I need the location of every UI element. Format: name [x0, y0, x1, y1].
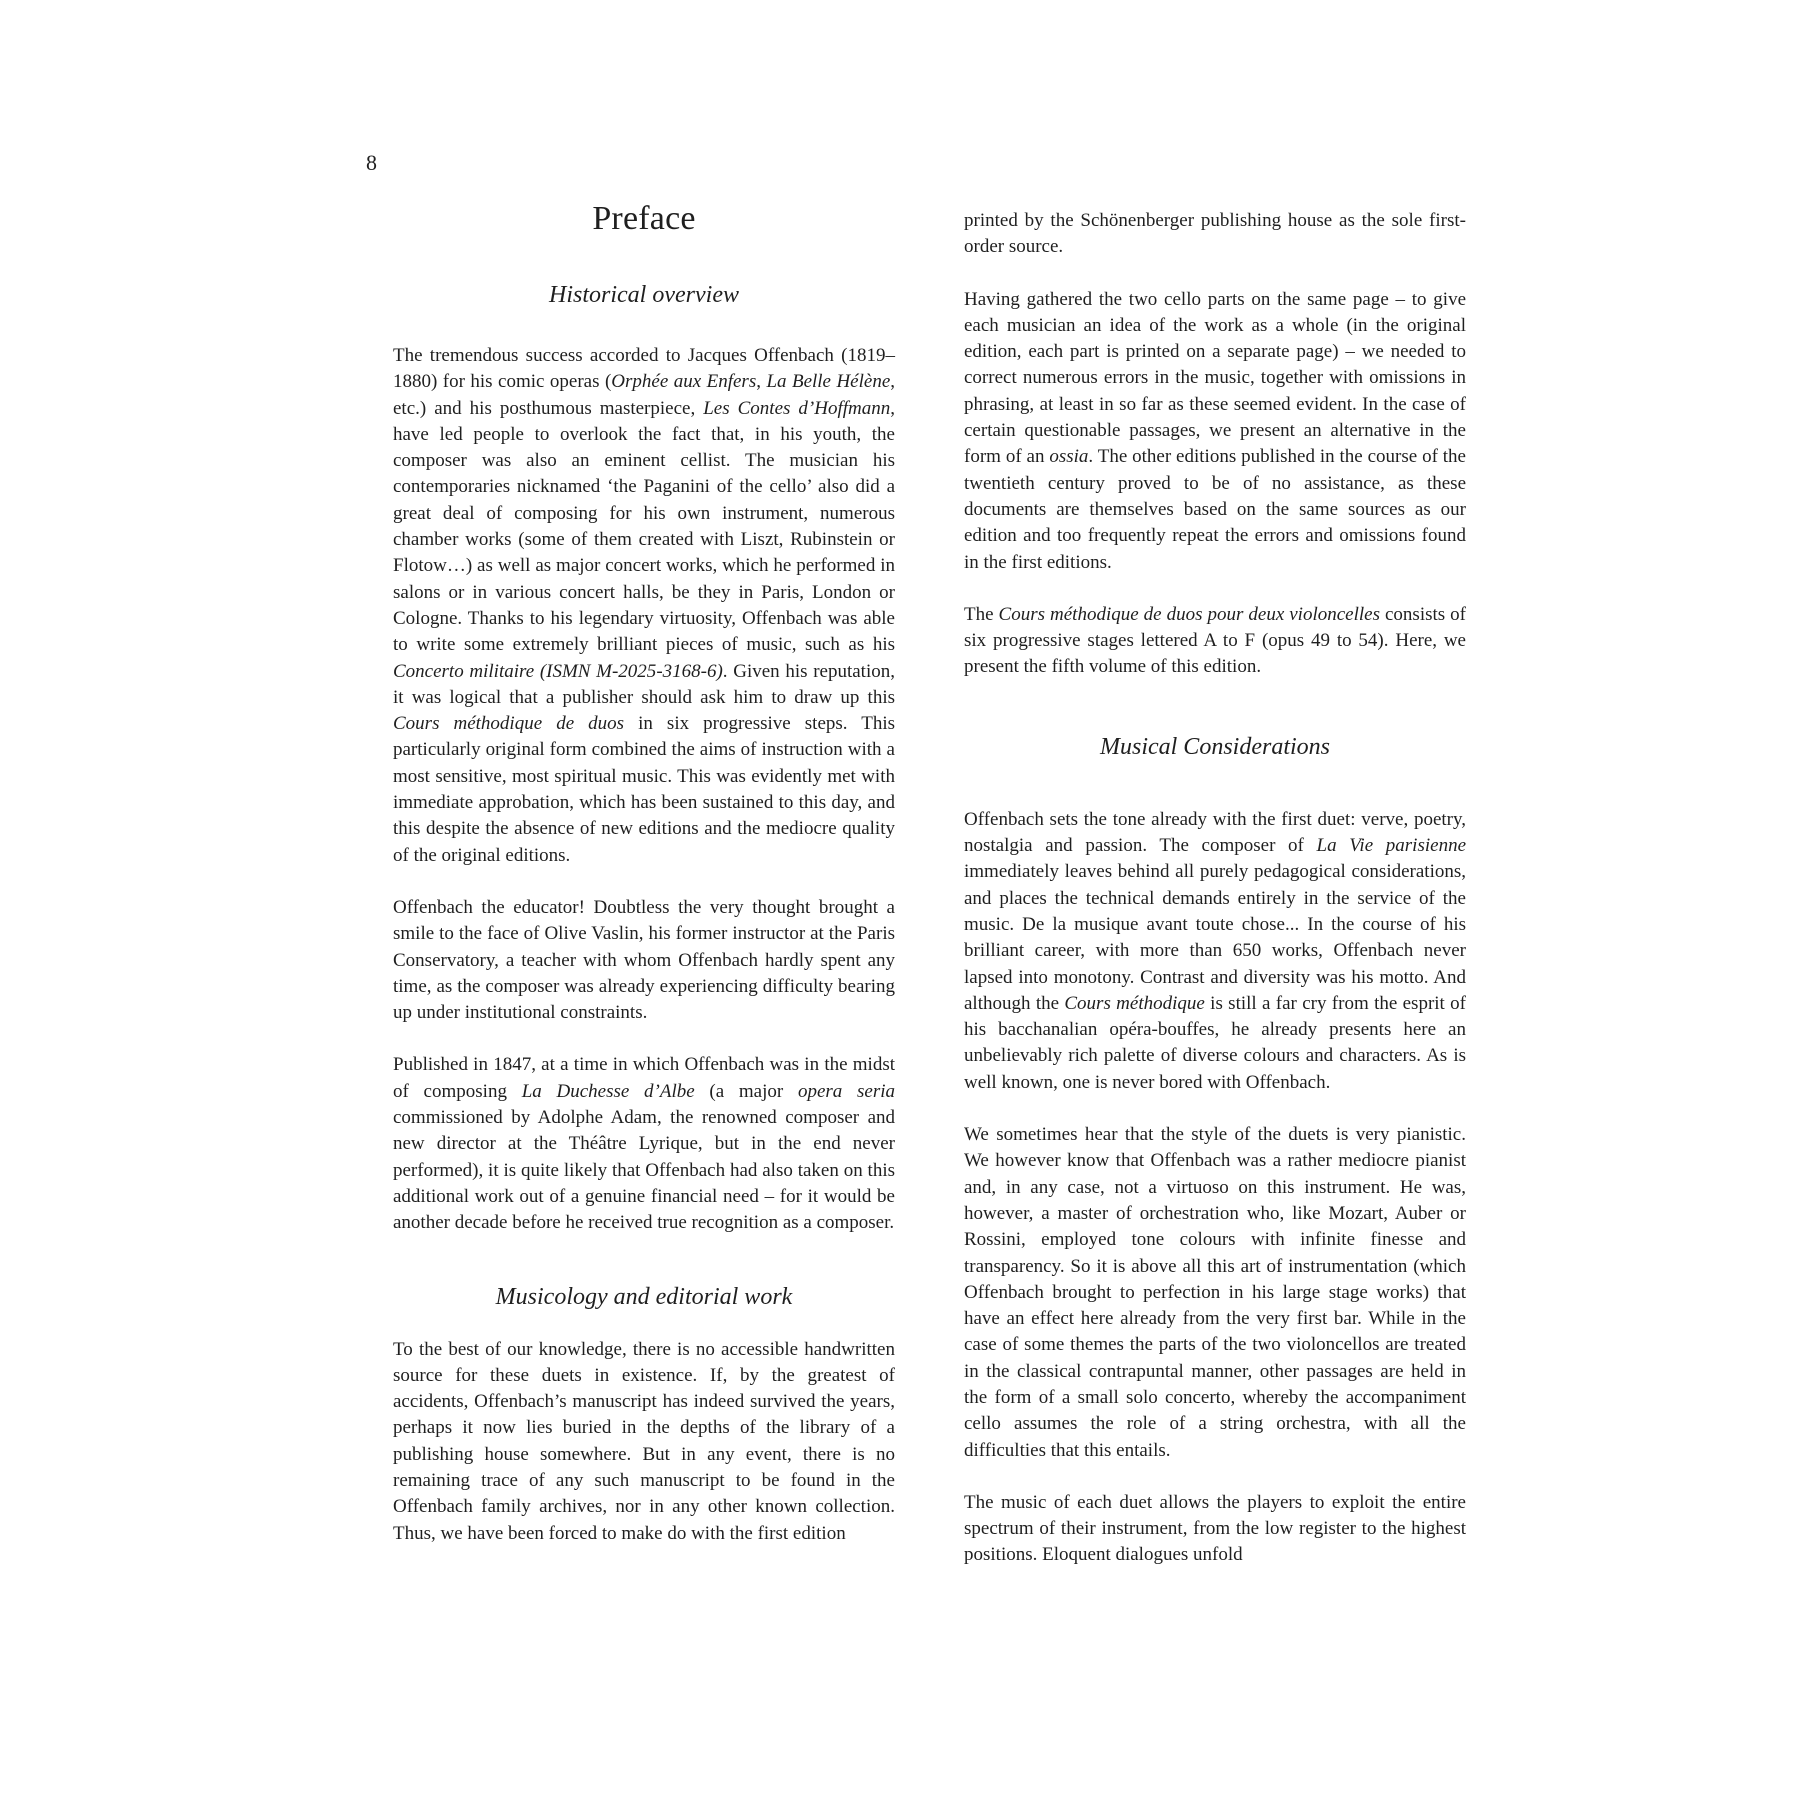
paragraph-historical-2: Offenbach the educator! Doubtless the very thought brought a smile to the face of Olive Vaslin, his former instructor at the Paris Conservatory, a teacher with whom Offenbach hardly spent any time, as the composer was already experiencing difficulty bearing up under institutional constraints. — [393, 896, 895, 1024]
paragraph-historical-3: Published in 1847, at a time in which Offenbach was in the midst of composing La Duchesse d’Albe (a major opera seria commissioned by Adolphe Adam, the renowned composer and new director at the Théâtre Lyrique, but in the end never performed), it is quite likely that Offenbach had also taken on this additional work out of a genuine financial need – for it would be another decade before he received true recognition as a composer. — [393, 1054, 896, 1234]
paragraph-musicology-3: Having gathered the two cello parts on the same page – to give each musician an idea of the work as a whole (in the original edition, each part is printed on a separate page) – we needed to correct numerous errors in the music, together with omissions in phrasing, at least in so far as these seemed evident. In the case of certain questionable passages, we present an alternative in the form of an ossia. The other editions published in the course of the twentieth century proved to be of no assistance, as these documents are themselves based on the same sources as our edition and too frequently repeat the errors and omissions found in the first editions. — [964, 288, 1466, 573]
paragraph-musical-1: Offenbach sets the tone already with the first duet: verve, poetry, nostalgia and passion. The composer of La Vie parisienne immediately leaves behind all purely pedagogical considerations, and places the technical demands entirely in the service of the music. De la musique avant toute chose... In the course of his brilliant career, with more than 650 works, Offenbach never lapsed into monotony. Contrast and diversity was his motto. And although the Cours méthodique is still a far cry from the esprit of his bacchanalian opéra-bouffes, he already presents here an unbelievably rich palette of diverse colours and characters. As is well known, one is never bored with Offenbach. — [964, 808, 1467, 1093]
paragraph-historical-1: The tremendous success accorded to Jacques Offenbach (1819–1880) for his comic operas (Orphée aux Enfers, La Belle Hélène, etc.) and his posthumous masterpiece, Les Contes d’Hoffmann, have led people to overlook the fact that, in his youth, the composer was also an eminent cellist. The musician his contemporaries nicknamed ‘the Paganini of the cello’ also did a great deal of composing for his own instrument, numerous chamber works (some of them created with Liszt, Rubinstein or Flotow…) as well as major concert works, which he performed in salons or in various concert halls, be they in Paris, London or Cologne. Thanks to his legendary virtuosity, Offenbach was able to write some extremely brilliant pieces of music, such as his Concerto militaire (ISMN M-2025-3168-6). Given his reputation, it was logical that a publisher should ask him to draw up this Cours méthodique de duos in six progressive steps. This particularly original form combined the aims of instruction with a most sensitive, most spiritual music. This was evidently met with immediate approbation, which has been sustained to this day, and this despite the absence of new editions and the mediocre quality of the original editions. — [393, 345, 895, 866]
heading-musical-considerations: Musical Considerations — [1099, 733, 1330, 760]
heading-historical-overview: Historical overview — [549, 282, 739, 308]
heading-musicology: Musicology and editorial work — [495, 1283, 793, 1310]
paragraph-musical-3: The music of each duet allows the players to exploit the entire spectrum of their instrument, from the low register to the highest positions. Eloquent dialogues unfold — [964, 1491, 1466, 1566]
page-title: Preface — [592, 200, 696, 237]
paragraph-musicology-2: printed by the Schönenberger publishing house as the sole first-order source. — [964, 210, 1466, 258]
paragraph-musical-2: We sometimes hear that the style of the duets is very pianistic. We however know that Offenbach was a rather mediocre pianist and, in any case, not a virtuoso on this instrument. He was, however, a master of orchestration who, like Mozart, Auber or Rossini, employed tone colours with infinite finesse and transparency. So it is above all this art of instrumentation (which Offenbach brought to perfection in his large stage works) that have an effect here already from the very first bar. While in the case of some themes the parts of the two violoncellos are treated in the classical contrapuntal manner, other passages are held in the form of a small solo concerto, whereby the accompaniment cello assumes the role of a string orchestra, with all the difficulties that this entails. — [964, 1124, 1466, 1461]
page-number: 8 — [366, 150, 377, 175]
left-column — [393, 195, 895, 1547]
paragraph-musicology-1: To the best of our knowledge, there is no accessible handwritten source for these duets in existence. If, by the greatest of accidents, Offenbach’s manuscript has indeed survived the years, perhaps it now lies buried in the depths of the library of a publishing house somewhere. But in any event, there is no remaining trace of any such manuscript to be found in the Offenbach family archives, nor in any other known collection. Thus, we have been forced to make do with the first edition — [393, 1338, 895, 1544]
right-column — [964, 208, 1466, 1569]
paragraph-musicology-4: The Cours méthodique de duos pour deux violoncelles consists of six progressive stages lettered A to F (opus 49 to 54). Here, we present the fifth volume of this edition. — [964, 603, 1467, 678]
